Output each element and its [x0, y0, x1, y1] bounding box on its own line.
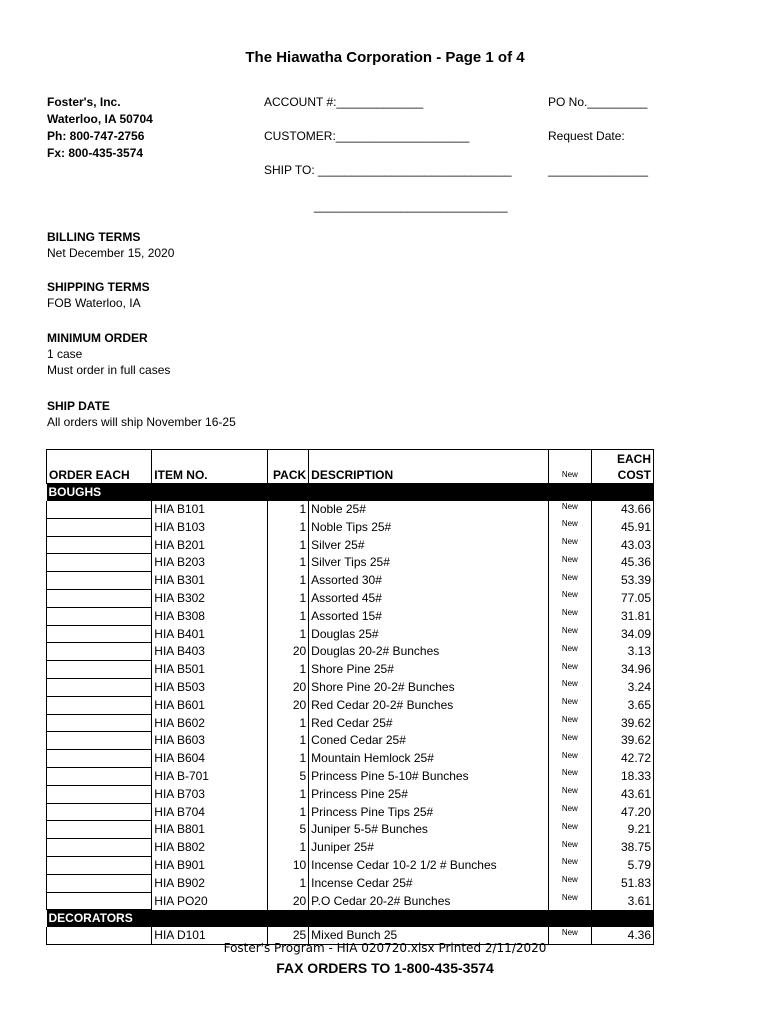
order-each-input[interactable]	[47, 607, 152, 625]
order-each-input[interactable]	[47, 856, 152, 874]
order-each-input[interactable]	[47, 501, 152, 518]
pack-size: 20	[267, 678, 308, 696]
item-description: Noble Tips 25#	[309, 518, 548, 536]
new-flag: New	[548, 696, 591, 714]
table-row	[47, 821, 654, 839]
header-new	[548, 450, 591, 484]
new-flag: New	[548, 785, 591, 803]
each-cost: 43.61	[592, 785, 654, 803]
pack-size: 20	[267, 643, 308, 661]
new-flag: New	[548, 892, 591, 910]
page-title: The Hiawatha Corporation - Page 1 of 4	[245, 49, 525, 66]
po-field[interactable]: PO No._________	[548, 95, 648, 109]
table-row	[47, 661, 654, 679]
item-number: HIA B802	[152, 839, 268, 857]
new-flag: New	[548, 501, 591, 518]
table-row	[47, 750, 654, 768]
vendor-name: Foster's, Inc.	[47, 95, 121, 109]
item-description: Silver 25#	[309, 536, 548, 554]
pack-size: 1	[267, 518, 308, 536]
each-cost: 9.21	[592, 821, 654, 839]
vendor-block	[47, 94, 153, 162]
each-cost: 39.62	[592, 714, 654, 732]
order-each-input[interactable]	[47, 785, 152, 803]
item-number: HIA B801	[152, 821, 268, 839]
item-number: HIA B201	[152, 536, 268, 554]
header-pack: PACK	[267, 450, 308, 484]
minimum-order	[47, 331, 170, 377]
each-cost: 51.83	[592, 874, 654, 892]
table-row	[47, 767, 654, 785]
each-cost: 53.39	[592, 572, 654, 590]
item-number: HIA B602	[152, 714, 268, 732]
each-cost: 42.72	[592, 750, 654, 768]
order-table	[46, 449, 654, 945]
item-number: HIA B308	[152, 607, 268, 625]
footer-file-info: Foster's Program - HIA 020720.xlsx Printed 2/11/2020	[223, 941, 547, 955]
table-row	[47, 714, 654, 732]
pack-size: 1	[267, 572, 308, 590]
order-each-input[interactable]	[47, 839, 152, 857]
order-each-input[interactable]	[47, 643, 152, 661]
order-each-input[interactable]	[47, 554, 152, 572]
customer-field[interactable]: CUSTOMER:____________________	[264, 129, 470, 143]
item-number: HIA B603	[152, 732, 268, 750]
item-number: HIA B401	[152, 625, 268, 643]
header-each: EACH	[616, 452, 651, 466]
item-description: Shore Pine 20-2# Bunches	[309, 678, 548, 696]
new-flag: New	[548, 554, 591, 572]
billing-terms	[47, 230, 174, 260]
pack-size: 1	[267, 714, 308, 732]
item-description: Mixed Bunch 25	[309, 927, 548, 944]
item-number: HIA B203	[152, 554, 268, 572]
new-flag: New	[548, 839, 591, 857]
table-row	[47, 803, 654, 821]
billing-terms-value: Net December 15, 2020	[47, 246, 175, 260]
new-flag: New	[548, 607, 591, 625]
new-flag: New	[548, 927, 591, 944]
shipping-terms	[47, 280, 150, 310]
pack-size: 1	[267, 750, 308, 768]
vendor-city: Waterloo, IA 50704	[47, 112, 153, 126]
footer-fax: FAX ORDERS TO 1-800-435-3574	[276, 960, 494, 976]
new-flag: New	[548, 750, 591, 768]
new-flag: New	[548, 625, 591, 643]
item-description: Silver Tips 25#	[309, 554, 548, 572]
pack-size: 25	[267, 927, 308, 944]
item-description: Juniper 5-5# Bunches	[309, 821, 548, 839]
item-number: HIA B703	[152, 785, 268, 803]
each-cost: 47.20	[592, 803, 654, 821]
order-each-input[interactable]	[47, 589, 152, 607]
each-cost: 38.75	[592, 839, 654, 857]
item-description: Douglas 25#	[309, 625, 548, 643]
item-description: Assorted 30#	[309, 572, 548, 590]
minimum-order-heading: MINIMUM ORDER	[47, 331, 148, 345]
item-number: HIA B501	[152, 661, 268, 679]
new-flag: New	[548, 589, 591, 607]
vendor-phone: Ph: 800-747-2756	[47, 129, 145, 143]
item-number: HIA B704	[152, 803, 268, 821]
item-description: Princess Pine Tips 25#	[309, 803, 548, 821]
header-cost: COST	[617, 468, 651, 482]
each-cost: 31.81	[592, 607, 654, 625]
table-row	[47, 501, 654, 518]
each-cost: 34.96	[592, 661, 654, 679]
table-row	[47, 732, 654, 750]
table-row	[47, 839, 654, 857]
item-description: Juniper 25#	[309, 839, 548, 857]
item-number: HIA B103	[152, 518, 268, 536]
pack-size: 1	[267, 803, 308, 821]
item-number: HIA B901	[152, 856, 268, 874]
pack-size: 5	[267, 767, 308, 785]
new-flag: New	[548, 518, 591, 536]
table-row	[47, 785, 654, 803]
ship-to-line2[interactable]: _____________________________	[314, 199, 508, 213]
pack-size: 20	[267, 696, 308, 714]
item-description: Princess Pine 25#	[309, 785, 548, 803]
item-number: HIA B503	[152, 678, 268, 696]
each-cost: 34.09	[592, 625, 654, 643]
item-description: P.O Cedar 20-2# Bunches	[309, 892, 548, 910]
pack-size: 20	[267, 892, 308, 910]
shipping-terms-heading: SHIPPING TERMS	[47, 280, 150, 294]
each-cost: 77.05	[592, 589, 654, 607]
order-each-input[interactable]	[47, 625, 152, 643]
item-description: Assorted 45#	[309, 589, 548, 607]
pack-size: 1	[267, 607, 308, 625]
new-flag: New	[548, 767, 591, 785]
item-description: Coned Cedar 25#	[309, 732, 548, 750]
category-row-boughs	[47, 484, 654, 502]
item-number: HIA B403	[152, 643, 268, 661]
item-number: HIA B302	[152, 589, 268, 607]
new-flag: New	[548, 803, 591, 821]
table-row	[47, 696, 654, 714]
ship-to-field[interactable]: SHIP TO: _____________________________	[264, 163, 512, 177]
item-description: Mountain Hemlock 25#	[309, 750, 548, 768]
each-cost: 45.36	[592, 554, 654, 572]
each-cost: 45.91	[592, 518, 654, 536]
table-row	[47, 874, 654, 892]
item-description: Shore Pine 25#	[309, 661, 548, 679]
order-each-input[interactable]	[47, 518, 152, 536]
pack-size: 5	[267, 821, 308, 839]
request-date-label: Request Date:	[548, 129, 625, 143]
each-cost: 39.62	[592, 732, 654, 750]
table-row	[47, 589, 654, 607]
each-cost: 5.79	[592, 856, 654, 874]
table-row	[47, 518, 654, 536]
table-row	[47, 554, 654, 572]
new-flag: New	[548, 572, 591, 590]
new-flag: New	[548, 874, 591, 892]
each-cost: 4.36	[592, 927, 654, 944]
table-row	[47, 856, 654, 874]
new-flag: New	[548, 732, 591, 750]
pack-size: 1	[267, 554, 308, 572]
item-description: Douglas 20-2# Bunches	[309, 643, 548, 661]
header-order-each: ORDER EACH	[47, 450, 152, 484]
minimum-order-note: Must order in full cases	[47, 363, 171, 377]
item-number: HIA B601	[152, 696, 268, 714]
category-label: DECORATORS	[47, 910, 654, 928]
header-item-no: ITEM NO.	[152, 450, 268, 484]
pack-size: 1	[267, 661, 308, 679]
new-flag: New	[548, 856, 591, 874]
pack-size: 1	[267, 732, 308, 750]
order-each-input[interactable]	[47, 661, 152, 679]
pack-size: 1	[267, 625, 308, 643]
order-each-input[interactable]	[47, 767, 152, 785]
new-flag: New	[548, 714, 591, 732]
order-each-input[interactable]	[47, 892, 152, 910]
item-description: Noble 25#	[309, 501, 548, 518]
new-flag: New	[548, 643, 591, 661]
new-flag: New	[548, 661, 591, 679]
table-row	[47, 678, 654, 696]
pack-size: 10	[267, 856, 308, 874]
item-number: HIA B902	[152, 874, 268, 892]
each-cost: 3.13	[592, 643, 654, 661]
new-flag: New	[548, 536, 591, 554]
pack-size: 1	[267, 839, 308, 857]
each-cost: 43.03	[592, 536, 654, 554]
new-flag: New	[548, 678, 591, 696]
each-cost: 18.33	[592, 767, 654, 785]
pack-size: 1	[267, 501, 308, 518]
shipping-terms-value: FOB Waterloo, IA	[47, 296, 141, 310]
ship-date-heading: SHIP DATE	[47, 399, 110, 413]
table-row	[47, 572, 654, 590]
table-row	[47, 625, 654, 643]
table-header-row	[47, 450, 654, 484]
vendor-fax: Fx: 800-435-3574	[47, 146, 144, 160]
item-number: HIA B-701	[152, 767, 268, 785]
table-row	[47, 643, 654, 661]
item-description: Red Cedar 25#	[309, 714, 548, 732]
each-cost: 3.24	[592, 678, 654, 696]
table-row	[47, 892, 654, 910]
item-description: Red Cedar 20-2# Bunches	[309, 696, 548, 714]
pack-size: 1	[267, 589, 308, 607]
item-number: HIA B301	[152, 572, 268, 590]
header-description: DESCRIPTION	[309, 450, 548, 484]
order-each-input[interactable]	[47, 678, 152, 696]
table-row	[47, 536, 654, 554]
minimum-order-value: 1 case	[47, 347, 83, 361]
pack-size: 1	[267, 785, 308, 803]
each-cost: 3.61	[592, 892, 654, 910]
account-field[interactable]: ACCOUNT #:_____________	[264, 95, 424, 109]
item-number: HIA D101	[152, 927, 268, 944]
order-each-input[interactable]	[47, 572, 152, 590]
order-each-input[interactable]	[47, 696, 152, 714]
order-each-input[interactable]	[47, 536, 152, 554]
item-description: Princess Pine 5-10# Bunches	[309, 767, 548, 785]
order-each-input[interactable]	[47, 750, 152, 768]
header-each-cost	[592, 450, 654, 484]
item-description: Incense Cedar 25#	[309, 874, 548, 892]
order-each-input[interactable]	[47, 714, 152, 732]
item-description: Assorted 15#	[309, 607, 548, 625]
order-each-input[interactable]	[47, 803, 152, 821]
each-cost: 3.65	[592, 696, 654, 714]
item-description: Incense Cedar 10-2 1/2 # Bunches	[309, 856, 548, 874]
pack-size: 1	[267, 874, 308, 892]
header-new-label: New	[561, 470, 578, 479]
new-flag: New	[548, 821, 591, 839]
item-number: HIA B604	[152, 750, 268, 768]
category-row-decorators	[47, 910, 654, 928]
item-number: HIA B101	[152, 501, 268, 518]
order-each-input[interactable]	[47, 874, 152, 892]
order-each-input[interactable]	[47, 732, 152, 750]
order-each-input[interactable]	[47, 821, 152, 839]
billing-terms-heading: BILLING TERMS	[47, 230, 141, 244]
table-row	[47, 607, 654, 625]
category-label: BOUGHS	[47, 484, 654, 502]
ship-date-value: All orders will ship November 16-25	[47, 415, 236, 429]
each-cost: 43.66	[592, 501, 654, 518]
item-number: HIA PO20	[152, 892, 268, 910]
pack-size: 1	[267, 536, 308, 554]
ship-date	[47, 399, 236, 429]
request-date-field[interactable]: _______________	[548, 163, 649, 177]
